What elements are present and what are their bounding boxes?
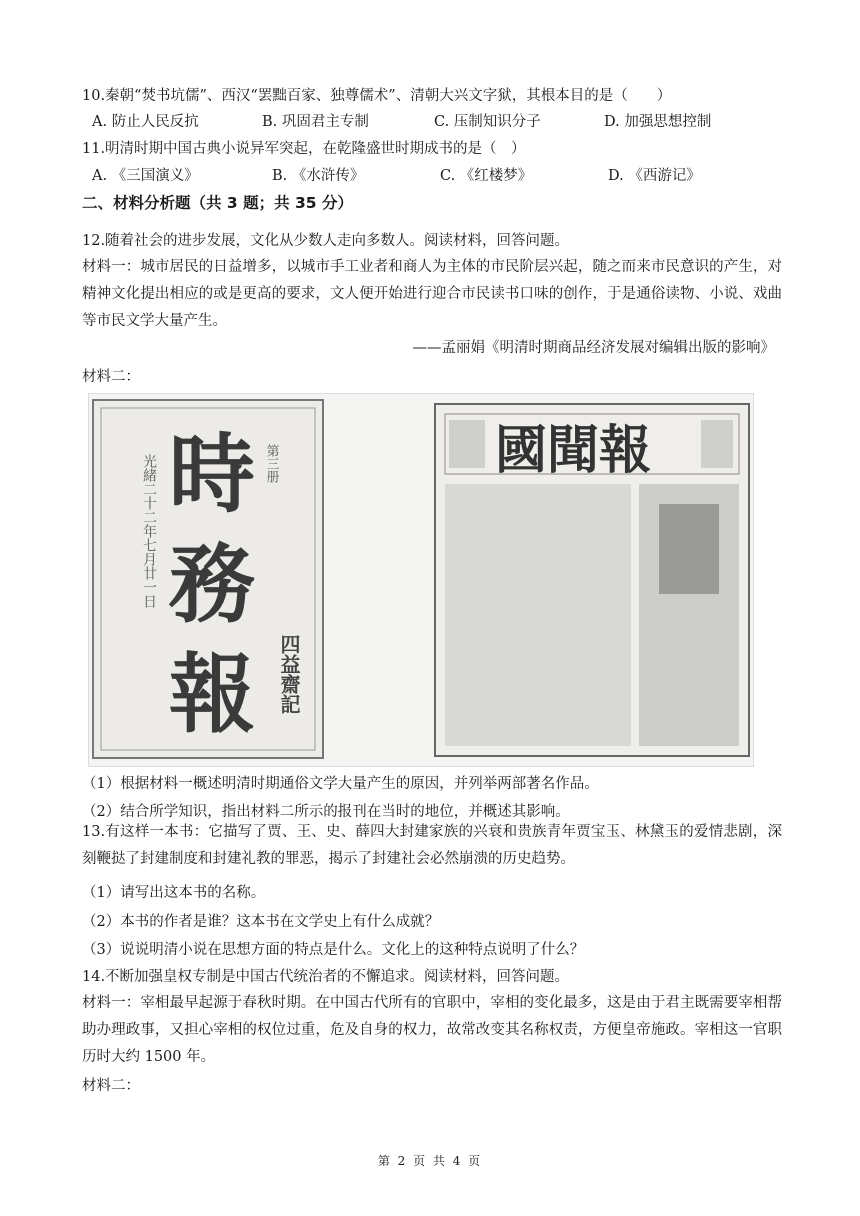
q14-material-1: 材料一：宰相最早起源于春秋时期。在中国古代所有的官职中，宰相的变化最多，这是由于君主既需要宰相帮助办理政事，又担心宰相的权位过重，危及自身的权力，故常改变其名称权责，方便皇帝施政。宰相这一官职历时大约 1500 年。 [82,995,782,1065]
shiwu-bao-publisher: 四益齋記 [277,634,301,714]
question-13-stem: 13.有这样一本书：它描写了贾、王、史、薛四大封建家族的兴衰和贵族青年贾宝玉、林黛玉的爱情悲剧，深刻鞭挞了封建制度和封建礼教的罪恶，揭示了封建社会必然崩溃的历史趋势。 [82,824,782,867]
q11-option-b: B. 《水浒传》 [272,168,365,184]
guowen-bao-title: 國聞報 [495,420,652,481]
shiwu-bao-date: 光緒二十二年七月廿一日 [141,454,157,608]
q13-sub-3: （3）说说明清小说在思想方面的特点是什么。文化上的这种特点说明了什么？ [82,942,585,958]
section-2-heading: 二、材料分析题（共 3 题；共 35 分） [82,194,353,212]
shiwu-bao-char-1: 時 [169,424,255,525]
question-11-stem: 11.明清时期中国古典小说异军突起，在乾隆盛世时期成书的是（ ） [82,141,526,157]
page-footer [0,1152,860,1169]
q10-option-d: D. 加强思想控制 [604,114,712,130]
newspaper-illustration [89,394,753,766]
question-10-options [92,111,792,133]
q12-material-1: 材料一：城市居民的日益增多，以城市手工业者和商人为主体的市民阶层兴起，随之而来市民意识的产生，对精神文化提出相应的或是更高的要求，文人便开始进行迎合市民读书口味的创作，于是通俗读物、小说、戏曲等市民文学大量产生。 [82,259,782,329]
shiwu-bao-issue: 第三册 [263,444,279,483]
masthead-left-block [449,420,485,468]
newspaper-figure [88,393,754,767]
q12-sub-1: （1）根据材料一概述明清时期通俗文学大量产生的原因，并列举两部著名作品。 [82,776,599,792]
question-10-stem: 10.秦朝“焚书坑儒”、西汉“罢黜百家、独尊儒术”、清朝大兴文字狱，其根本目的是（ ） [82,88,672,104]
q13-sub-2: （2）本书的作者是谁？这本书在文学史上有什么成就？ [82,914,440,930]
q10-option-c: C. 压制知识分子 [434,114,541,130]
q14-material-2-label: 材料二： [82,1078,140,1094]
question-14-stem: 14.不断加强皇权专制是中国古代统治者的不懈追求。阅读材料，回答问题。 [82,969,570,985]
q10-option-a: A. 防止人民反抗 [92,114,199,130]
question-11-options [92,165,792,187]
text-columns-left [445,484,631,746]
question-12-stem: 12.随着社会的进步发展，文化从少数人走向多数人。阅读材料，回答问题。 [82,233,570,249]
q11-option-d: D. 《西游记》 [608,168,701,184]
headline-block [659,504,719,594]
q12-material-2-label: 材料二： [82,369,140,385]
page-number: 第 2 页 共 4 页 [377,1154,483,1168]
q11-option-c: C. 《红楼梦》 [440,168,533,184]
q12-sub-2: （2）结合所学知识，指出材料二所示的报刊在当时的地位，并概述其影响。 [82,804,570,820]
q13-sub-1: （1）请写出这本书的名称。 [82,885,266,901]
guowen-bao-page [435,404,749,756]
shiwu-bao-char-3: 報 [169,644,255,745]
q11-option-a: A. 《三国演义》 [92,168,199,184]
masthead-right-block [701,420,733,468]
shiwu-bao-char-2: 務 [169,534,255,635]
q10-option-b: B. 巩固君主专制 [262,114,369,130]
shiwu-bao-cover [93,400,323,758]
q12-material-1-source: ——孟丽娟《明清时期商品经济发展对编辑出版的影响》 [412,340,775,356]
